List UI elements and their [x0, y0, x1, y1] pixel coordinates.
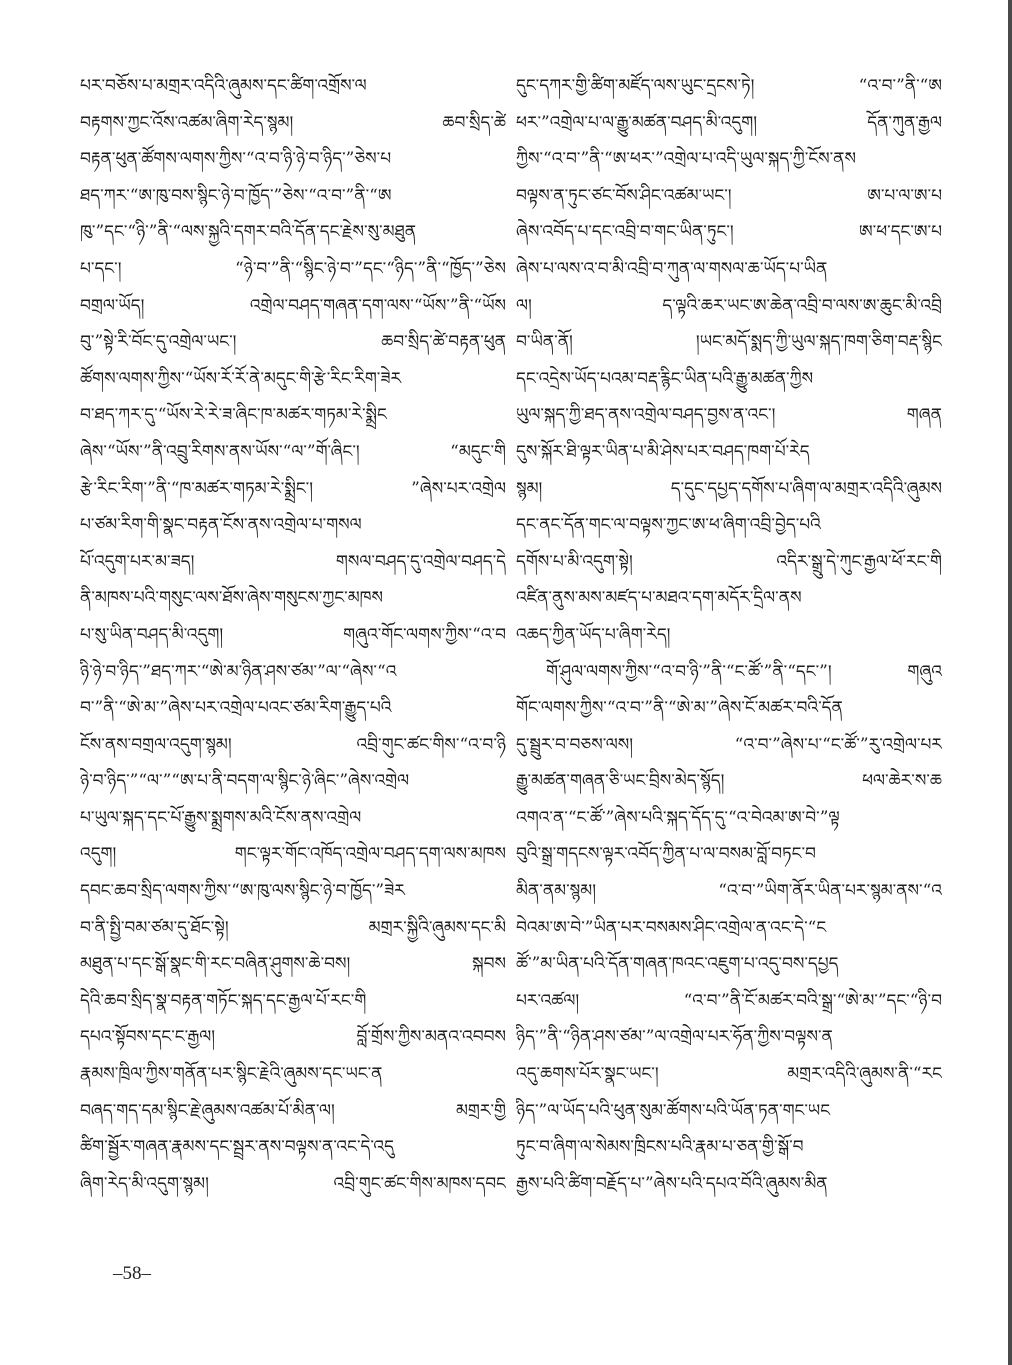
- left-column-line: ཐད་ཀར་“ཨ་ཁུ་བས་སྙིང་ཉེ་བ་ཁྱོད་”ཅེས་“འ་བ་”ནི་“ཨ: [80, 185, 392, 206]
- left-column-line: བཞད་གད་དམ་སྙིང་རྗེ་ཞུམས་འཚམ་པོ་མིན་ལ། མགྲར་གྱི: [80, 1100, 506, 1121]
- right-column-line: བལྟས་ན་ཏུང་ཙང་བོས་ཤིང་འཚམ་ཡང་། ཨ་པ་ལ་ཨ་པ: [516, 185, 942, 206]
- left-column-line: བ་ནི་སྤྱི་བམ་ཙམ་དུ་ཐོང་སྟེ། མགྲར་སྐྱིའི་ཞུམས་དང་མི: [80, 917, 506, 938]
- right-column-line: བུའི་སྒྲ་གདངས་ལྟར་འབོད་ཀྱིན་པ་ལ་བསམ་བློ་བཏང་བ: [516, 844, 816, 865]
- left-column-line: ཉི་ཉེ་བ་ཉིད་”ཐད་ཀར་“ཨེ་མ་ཉིན་ཤས་ཙམ་”ལ་“ཞེས་“འ: [80, 661, 397, 682]
- left-column-line: དེའི་ཆབ་སྲིད་སྣ་བརྟན་གཏོང་སྐད་དང་རྒྱལ་པོ་རང་གི: [80, 990, 367, 1011]
- right-column-line: གོང་ལགས་ཀྱིས་“འ་བ་”ནི་“ཨེ་མ་”ཞེས་ངོ་མཚར་བའི་དོན: [516, 698, 843, 719]
- right-column-line: དང་ནང་དོན་གང་ལ་བལྟས་ཀྱང་ཨ་ཕ་ཞིག་འབྲི་བྱེད་པའི: [516, 515, 821, 536]
- right-column-line: ཀྱིས་“འ་བ་”ནི་“ཨ་ཕར་”འགྲེལ་པ་འདི་ཡུལ་སྐད་ཀྱི་ངོས་ནས: [516, 149, 856, 170]
- right-column-line: བེའམ་ཨ་བེ་”ཡིན་པར་བསམས་ཤིང་འགྲེལ་ན་འང་དེ་“ང: [516, 917, 827, 938]
- left-column-line: རྩེ་རིང་རིག་”ནི་“ཁ་མཚར་གཏམ་རེ་སྨྲིང་། ”ཞེས་པར་འགྲེལ: [80, 478, 506, 499]
- right-column-line: ཏུང་བ་ཞིག་ལ་སེམས་ཁྲིངས་པའི་རྣམ་པ་ཅན་གྱི་སྒོ་བ: [516, 1137, 804, 1158]
- left-column-line: ཞེས་“ཡོས་”ནི་འབྲུ་རིགས་ནས་ཡོས་“ལ་”གོ་ཞིང་། “མདུང་གི: [80, 441, 506, 462]
- left-column-line: པར་བཅོས་པ་མགྲར་འདིའི་ཞུམས་དང་ཚིག་འགྲོས་ལ: [80, 76, 367, 96]
- right-column-line: ཚོ་”མ་ཡིན་པའི་དོན་གཞན་ཁའང་འཇུག་པ་འདུ་བས་དཔྱད: [516, 954, 839, 975]
- left-column-line: ནི་མཁས་པའི་གསུང་ལས་ཐོས་ཞེས་གསུངས་ཀྱང་མཁས: [80, 588, 384, 609]
- right-column-line: འཆད་ཀྱིན་ཡོད་པ་ཞིག་རེད།: [516, 624, 671, 645]
- right-column-line: རྒྱས་པའི་ཚིག་བརྗོད་པ་”ཞེས་པའི་དཔའ་བོའི་ཞུམས་མིན: [516, 1173, 828, 1194]
- left-column-line: བ་ཐད་ཀར་དུ་“ཡོས་རེ་རེ་ཟ་ཞིང་ཁ་མཚར་གཏམ་རེ་སྨྲིང: [80, 405, 387, 426]
- left-column-line: འདུག། གང་ལྟར་གོང་འཁོད་འགྲེལ་བཤད་དག་ལས་མཁས: [80, 844, 506, 865]
- right-column-line: ཞེས་པ་ལས་འ་བ་མི་འབྲི་བ་ཀུན་ལ་གསལ་ཆ་ཡོད་པ་ཡིན: [516, 258, 828, 279]
- right-column: [516, 68, 942, 1202]
- left-column-line: པ་དང་། “ཉེ་བ་”ནི་“སྙིང་ཉེ་བ་”དང་“ཉིད་”ནི་“ཁྱོད་”ཅེས: [80, 258, 506, 279]
- right-column-line: ཉིད་”ལ་ཡོད་པའི་ཕུན་སུམ་ཚོགས་པའི་ཡོན་ཏན་གང་ཡང: [516, 1100, 831, 1121]
- left-column-line: བགྲལ་ཡོད། འགྲེལ་བཤད་གཞན་དག་ལས་“ཡོས་”ནི་“ཡོས: [80, 295, 506, 316]
- left-column-line: དཔའ་སྟོབས་དང་ང་རྒྱལ། བློ་གྲོས་ཀྱིས་མནའ་འབབས: [80, 1027, 506, 1048]
- left-column-line: པ་ཙམ་རིག་གི་སྣང་བརྟན་ངོས་ནས་འགྲེལ་པ་གསལ: [80, 515, 362, 536]
- left-column: [80, 68, 506, 1202]
- right-column-line: འཛིན་ནུས་མས་མཛད་པ་མཐའ་དག་མདོར་དྲིལ་ནས: [516, 588, 802, 609]
- left-column-line: བུ་”སྟེ་རི་བོང་དུ་འགྲེལ་ཡང་། ཆབ་སྲིད་ཚེ་བརྟན་ཕུན: [80, 332, 506, 353]
- right-column-line: ཡུལ་སྐད་ཀྱི་ཐད་ནས་འགྲེལ་བཤད་བྱས་ན་འང་། གཞན: [516, 405, 942, 426]
- left-column-line: ཚོགས་ལགས་ཀྱིས་“ཡོས་རོ་རོ་ནེ་མདུང་གི་རྩེ་རིང་རིག་ཟེར: [80, 368, 402, 389]
- right-column-line: ལ། ད་ལྟའི་ཆར་ཡང་ཨ་ཆེན་འབྲི་བ་ལས་ཨ་ཆུང་མི་འབྲི: [516, 295, 942, 316]
- right-column-line: འདུ་ཆགས་པོར་སྣང་ཡང་། མགྲར་འདིའི་ཞུམས་ནི་“རང: [516, 1064, 942, 1085]
- right-column-line: འགའ་ན་“ང་ཚོ་”ཞེས་པའི་སྐད་དོད་དུ་“འ་བེའམ་ཨ་བེ་”ལྟ: [516, 807, 840, 828]
- left-column-line: དབང་ཆབ་སྲིད་ལགས་ཀྱིས་“ཨ་ཁུ་ལས་སྙིང་ཉེ་བ་ཁྱོད་”ཟེར: [80, 881, 405, 902]
- right-column-line: དང་འདྲེས་ཡོད་པའམ་བརྡ་རྙིང་ཡིན་པའི་རྒྱུ་མཚན་ཀྱིས: [516, 368, 814, 389]
- left-column-line: རྣམས་ཁྲིལ་ཀྱིས་གནོན་པར་སྙིང་རྗེའི་ཞུམས་དང་ཡང་ན: [80, 1064, 383, 1085]
- right-column-line: གོ་ཤུལ་ལགས་ཀྱིས་“འ་བ་ཉི་”ནི་“ང་ཚོ་”ནི་“དང་”། གཞུའ: [546, 661, 942, 682]
- left-column-line: པོ་འདུག་པར་མ་ཟད། གསལ་བཤད་དུ་འགྲེལ་བཤད་དེ: [80, 551, 506, 572]
- right-column-line: སྙམ། ད་དུང་དཔྱད་དགོས་པ་ཞིག་ལ་མགྲར་འདིའི་ཞུམས: [516, 478, 942, 499]
- right-column-line: དུས་སྐོར་ཐི་ལྟར་ཡིན་པ་མི་ཤེས་པར་བཤད་ཁག་པོ་རེད: [516, 441, 810, 462]
- left-column-line: ངོས་ནས་བགྲལ་འདུག་སྙམ། འབྲི་གུང་ཚང་གིས་“འ་བ་ཉི: [80, 734, 506, 755]
- page-edge-shadow: [1008, 0, 1012, 1365]
- left-column-line: ཚིག་སྦྱོར་གཞན་རྣམས་དང་སྦྲར་ནས་བལྟས་ན་འང་དེ་འདུ: [80, 1137, 394, 1158]
- left-column-line: པ་ཡུལ་སྐད་དང་པོ་རྒྱུས་སྨྲགས་མའི་ངོས་ནས་འགྲེལ: [80, 807, 362, 828]
- left-column-line: བ་”ནི་“ཨེ་མ་”ཞེས་པར་འགྲེལ་པའང་ཙམ་རིག་རྒྱུད་པའི: [80, 698, 392, 719]
- left-column-line: བརྟགས་ཀྱང་འོས་འཚམ་ཞིག་རེད་སྙམ། ཆབ་སྲིད་ཚེ: [80, 112, 506, 133]
- right-column-line: ཕར་”འགྲེལ་པ་ལ་རྒྱུ་མཚན་བཤད་མི་འདུག། དོན་ཀུན་རྒྱལ: [516, 112, 942, 133]
- left-column-line: པ་སུ་ཡིན་བཤད་མི་འདུག། གཞུའ་གོང་ལགས་ཀྱིས་“འ་བ: [80, 624, 506, 645]
- right-column-line: དགོས་པ་མི་འདུག་སྟེ། འདིར་སྒྲུ་དེ་ཀུང་རྒྱལ་ཕོ་རང་གི: [516, 551, 942, 572]
- right-column-line: པར་འཚལ། “འ་བ་”ནི་ངོ་མཚར་བའི་སྒྲ་“ཨེ་མ་”དང་“ཉི་བ: [516, 990, 942, 1011]
- right-column-line: རྒྱུ་མཚན་གཞན་ཅི་ཡང་བྲིས་མེད་སྙོད། ཕལ་ཆེར་ས་ཆ: [516, 771, 942, 792]
- right-column-line: ཞེས་འབོད་པ་དང་འབྲི་བ་གང་ཡིན་ཏུང་། ཨ་ཕ་དང་ཨ་པ: [516, 222, 942, 243]
- right-column-line: དུ་སྦྲུར་བ་བཅས་ལས། “འ་བ་”ཞེས་པ་“ང་ཚོ་”རུ་འགྲེལ་པར: [516, 734, 942, 755]
- left-column-line: ཁུ་”དང་“ཉི་”ནི་“ལས་སྐྱའི་དགར་བའི་དོན་དང་རྗེས་སུ་མཐུན: [80, 222, 417, 243]
- right-column-line: དུང་དཀར་གྱི་ཚིག་མཛོད་ལས་ཡུང་དྲངས་ཏེ། “འ་བ་”ནི་“ཨ: [516, 76, 942, 96]
- left-column-line: བརྟན་ཕུན་ཚོགས་ལགས་ཀྱིས་“འ་བ་ཉི་ཉེ་བ་ཉིད་”ཅེས་པ: [80, 149, 392, 170]
- page-number: –58–: [113, 1263, 151, 1284]
- right-column-line: མིན་ནམ་སྙམ། “འ་བ་”ཡིག་ནོར་ཡིན་པར་སྙམ་ནས་“འ: [516, 881, 942, 902]
- right-column-line: བ་ཡིན་ནོ། །ཡང་མདོ་སྨད་ཀྱི་ཡུལ་སྐད་ཁག་ཅིག་བརྡ་སྙིང: [516, 332, 942, 353]
- right-column-line: ཉིད་”ནི་“ཉིན་ཤས་ཙམ་”ལ་འགྲེལ་པར་ཧོན་ཀྱིས་བལྟས་ན: [516, 1027, 833, 1048]
- left-column-line: མཐུན་པ་དང་སྒོ་སྣང་གི་རང་བཞིན་ཤུགས་ཆེ་བས། སྐབས: [80, 954, 506, 975]
- left-column-line: ཉེ་བ་ཉིད་”“ལ་”“ཨ་པ་ནི་བདག་ལ་སྙིང་ཉེ་ཞིང་”ཞེས་འགྲེལ: [80, 771, 410, 792]
- left-column-line: ཞིག་རེད་མི་འདུག་སྙམ། འབྲི་གུང་ཚང་གིས་མཁས་དབང: [80, 1173, 506, 1194]
